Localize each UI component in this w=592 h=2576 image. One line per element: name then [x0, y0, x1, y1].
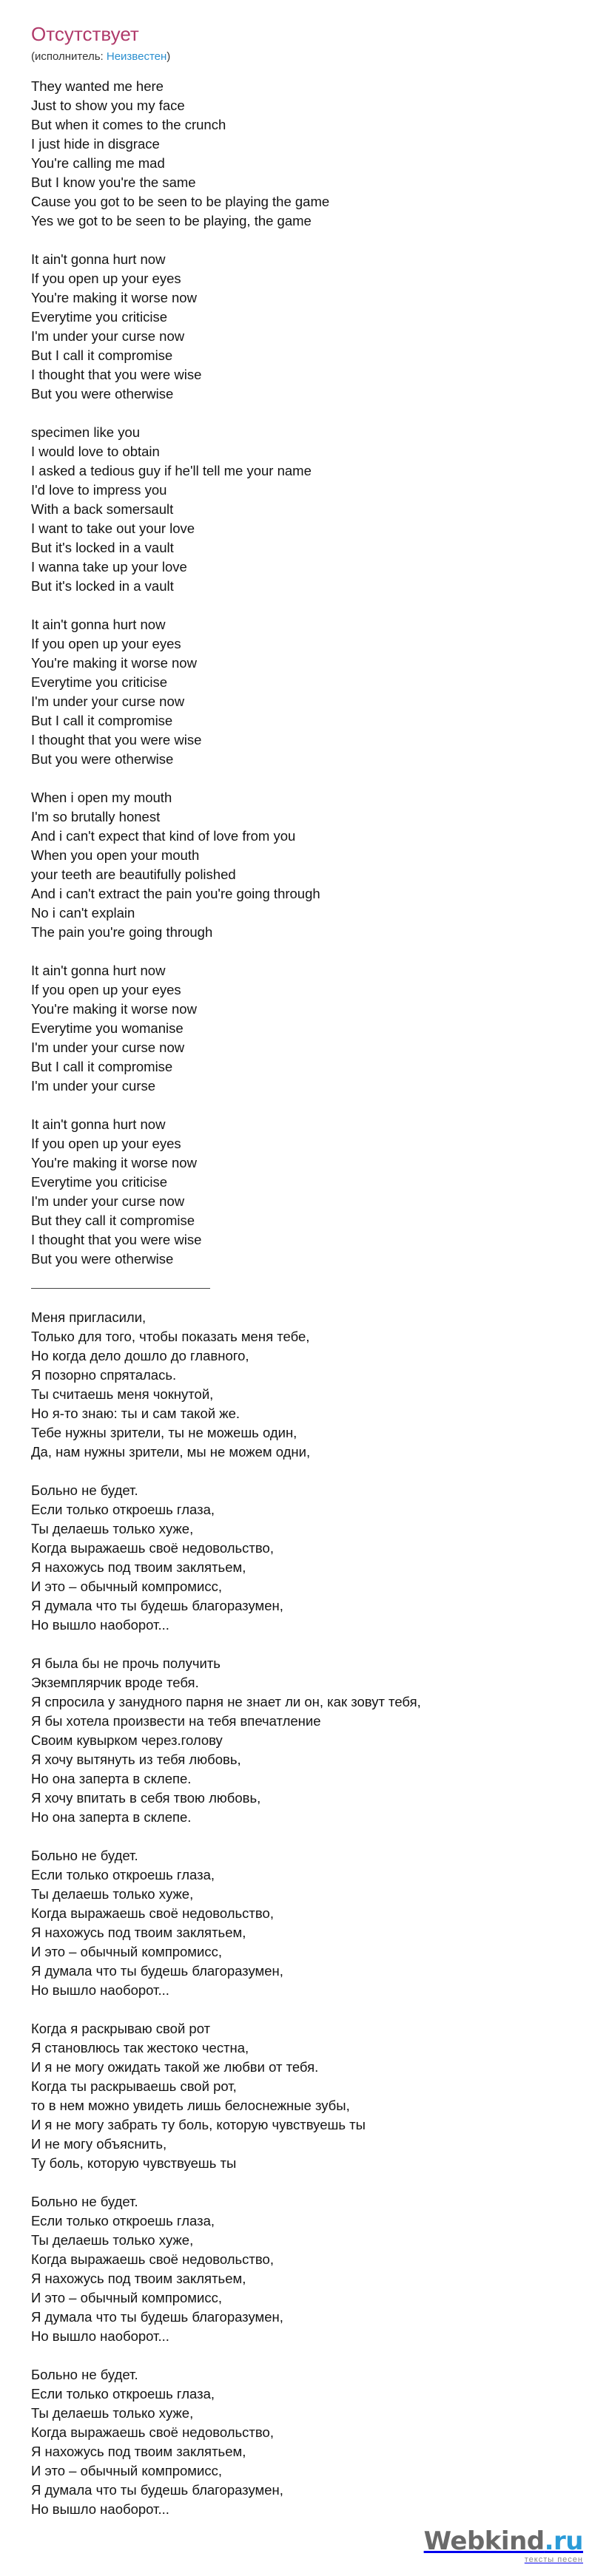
lyric-line: But I call it compromise [31, 1059, 173, 1074]
lyric-line: I thought that you were wise [31, 1232, 202, 1247]
lyric-line: И это – обычный компромисс, [31, 1944, 222, 1959]
lyric-line: Когда выражаешь своё недовольство, [31, 2251, 274, 2267]
lyric-line: I just hide in disgrace [31, 136, 160, 152]
lyric-line: И это – обычный компромисс, [31, 1579, 222, 1594]
lyric-line: I asked a tedious guy if he'll tell me your name [31, 463, 312, 478]
lyric-line: Больно не будет. [31, 2367, 138, 2382]
lyric-line: Но она заперта в склепе. [31, 1771, 192, 1786]
lyrics-translation [31, 1308, 564, 2519]
lyric-line: Но вышло наоборот... [31, 2328, 169, 2344]
lyric-line: I'm under your curse [31, 1078, 156, 1094]
lyric-line: And i can't extract the pain you're going through [31, 886, 320, 901]
lyrics-stanza [31, 1308, 564, 1462]
lyric-line: Ту боль, которую чувствуешь ты [31, 2155, 237, 2171]
lyric-line: If you open up your eyes [31, 271, 181, 286]
lyric-line: But I know you're the same [31, 174, 196, 190]
lyric-line: И я не могу ожидать такой же любви от тебя. [31, 2059, 319, 2075]
lyric-line: But you were otherwise [31, 1251, 174, 1267]
lyric-line: Когда ты раскрываешь свой рот, [31, 2078, 237, 2094]
lyrics-stanza [31, 615, 564, 769]
lyric-line: I'm under your curse now [31, 328, 185, 344]
lyric-line: your teeth are beautifully polished [31, 867, 236, 882]
lyrics-original [31, 77, 564, 1269]
lyric-line: Ты делаешь только хуже, [31, 2405, 194, 2421]
lyrics-body [31, 77, 564, 2538]
lyric-line: I would love to obtain [31, 444, 160, 459]
lyric-line: Ты делаешь только хуже, [31, 1886, 194, 1902]
lyric-line: I'm so brutally honest [31, 809, 161, 824]
artist-suffix: ) [166, 50, 171, 63]
lyric-line: But you were otherwise [31, 386, 174, 401]
lyric-line: Если только откроешь глаза, [31, 1502, 215, 1517]
lyric-line: It ain't gonna hurt now [31, 963, 166, 978]
lyric-line: Cause you got to be seen to be playing the game [31, 194, 330, 209]
lyric-line: Но вышло наоборот... [31, 2501, 169, 2517]
lyrics-stanza [31, 1654, 564, 1827]
site-logo[interactable] [424, 2527, 583, 2564]
lyric-line: Но вышло наоборот... [31, 1617, 169, 1633]
lyric-line: I'm under your curse now [31, 1193, 185, 1209]
lyric-line: Я хочу впитать в себя твою любовь, [31, 1790, 261, 1806]
lyric-line: I thought that you were wise [31, 367, 202, 382]
lyrics-stanza [31, 1481, 564, 1635]
lyric-line: Когда выражаешь своё недовольство, [31, 1905, 274, 1921]
lyric-line: Everytime you criticise [31, 674, 168, 690]
lyric-line: If you open up your eyes [31, 1136, 181, 1151]
lyric-line: Тебе нужны зрители, ты не можешь один, [31, 1425, 297, 1440]
lyric-line: Я позорно спряталась. [31, 1367, 177, 1383]
lyric-line: Когда я раскрываю свой рот [31, 2021, 211, 2036]
lyric-line: Но я-то знаю: ты и сам такой же. [31, 1406, 240, 1421]
lyric-line: Я нахожусь под твоим заклятьем, [31, 1559, 246, 1575]
lyric-line: But you were otherwise [31, 751, 174, 767]
lyric-line: Больно не будет. [31, 2194, 138, 2209]
lyric-line: И я не могу забрать ту боль, которую чувствуешь ты [31, 2117, 366, 2132]
lyric-line: If you open up your eyes [31, 982, 181, 997]
lyric-line: But I call it compromise [31, 348, 173, 363]
lyric-line: With a back somersault [31, 501, 174, 517]
lyric-line: But when it comes to the crunch [31, 117, 226, 132]
lyric-line: Меня пригласили, [31, 1309, 147, 1325]
lyric-line: Я бы хотела произвести на тебя впечатление [31, 1713, 321, 1729]
lyric-line: specimen like you [31, 424, 141, 440]
lyric-line: Если только откроешь глаза, [31, 2386, 215, 2402]
lyric-line: I'm under your curse now [31, 694, 185, 709]
lyric-line: They wanted me here [31, 78, 164, 94]
lyric-line: Я хочу вытянуть из тебя любовь, [31, 1752, 241, 1767]
lyric-line: Я думала что ты будешь благоразумен, [31, 2482, 283, 2498]
lyric-line: Когда выражаешь своё недовольство, [31, 2424, 274, 2440]
lyric-line: Я нахожусь под твоим заклятьем, [31, 1925, 246, 1940]
lyric-line: Но вышло наоборот... [31, 1982, 169, 1998]
lyric-line: Но она заперта в склепе. [31, 1809, 192, 1825]
lyric-line: Ты делаешь только хуже, [31, 2232, 194, 2248]
lyric-line: Но когда дело дошло до главного, [31, 1348, 249, 1363]
lyric-line: то в нем можно увидеть лишь белоснежные зубы, [31, 2098, 350, 2113]
lyric-line: Я думала что ты будешь благоразумен, [31, 1598, 283, 1613]
lyrics-stanza [31, 2192, 564, 2346]
lyric-line: Everytime you womanise [31, 1020, 184, 1036]
lyrics-stanza [31, 1846, 564, 2000]
lyric-line: You're making it worse now [31, 290, 197, 305]
lyrics-stanza [31, 77, 564, 231]
lyric-line: Больно не будет. [31, 1848, 138, 1863]
lyric-line: It ain't gonna hurt now [31, 1116, 166, 1132]
lyric-line: Я нахожусь под твоим заклятьем, [31, 2444, 246, 2459]
lyric-line: Ты считаешь меня чокнутой, [31, 1386, 214, 1402]
lyric-line: You're calling me mad [31, 155, 165, 171]
lyric-line: But it's locked in a vault [31, 540, 174, 555]
lyrics-stanza [31, 250, 564, 404]
lyric-line: The pain you're going through [31, 924, 213, 940]
lyric-line: Своим кувырком через.голову [31, 1732, 223, 1748]
logo-wordmark [424, 2527, 583, 2555]
lyric-line: Yes we got to be seen to be playing, the game [31, 213, 312, 228]
lyric-line: I'd love to impress you [31, 482, 167, 498]
lyric-line: Я становлюсь так жестоко честна, [31, 2040, 249, 2055]
lyrics-stanza [31, 2019, 564, 2173]
lyrics-stanza [31, 961, 564, 1096]
artist-prefix: (исполнитель: [31, 50, 107, 63]
lyrics-stanza [31, 423, 564, 596]
lyric-line: I thought that you were wise [31, 732, 202, 748]
lyric-line: When you open your mouth [31, 847, 200, 863]
lyric-line: I want to take out your love [31, 521, 195, 536]
lyric-line: It ain't gonna hurt now [31, 617, 166, 632]
lyric-line: Я думала что ты будешь благоразумен, [31, 2309, 283, 2325]
lyric-line: I wanna take up your love [31, 559, 187, 574]
artist-link[interactable]: Неизвестен [106, 50, 167, 63]
lyric-line: But I call it compromise [31, 713, 173, 728]
logo-tagline: тексты песен [524, 2555, 583, 2564]
lyric-line: Я думала что ты будешь благоразумен, [31, 1963, 283, 1979]
lyrics-stanza [31, 2365, 564, 2519]
logo-brand-main: Webkind [423, 2526, 545, 2556]
lyrics-stanza [31, 1115, 564, 1269]
lyric-line: Только для того, чтобы показать меня тебе, [31, 1329, 310, 1344]
lyric-line: Когда выражаешь своё недовольство, [31, 1540, 274, 1556]
lyric-line: Ты делаешь только хуже, [31, 1521, 194, 1536]
translation-divider [31, 1288, 210, 1289]
lyric-line: И это – обычный компромисс, [31, 2290, 222, 2305]
lyric-line: And i can't expect that kind of love from you [31, 828, 296, 844]
lyric-line: You're making it worse now [31, 655, 197, 671]
lyric-line: Я спросила у занудного парня не знает ли он, как зовут тебя, [31, 1694, 421, 1709]
lyrics-stanza [31, 788, 564, 942]
lyric-line: It ain't gonna hurt now [31, 251, 166, 267]
lyric-line: But it's locked in a vault [31, 578, 174, 594]
lyric-line: Я была бы не прочь получить [31, 1655, 221, 1671]
logo-brand-suffix: .ru [544, 2526, 583, 2556]
lyric-line: When i open my mouth [31, 790, 172, 805]
lyric-line: Everytime you criticise [31, 309, 168, 325]
lyric-line: Да, нам нужны зрители, мы не можем одни, [31, 1444, 311, 1460]
lyric-line: Everytime you criticise [31, 1174, 168, 1190]
song-title: Отсутствует [31, 23, 139, 45]
lyric-line: Если только откроешь глаза, [31, 1867, 215, 1882]
lyric-line: И не могу объяснить, [31, 2136, 167, 2152]
lyric-line: No i can't explain [31, 905, 135, 921]
lyric-line: И это – обычный компромисс, [31, 2463, 222, 2478]
lyric-line: Я нахожусь под твоим заклятьем, [31, 2271, 246, 2286]
lyric-line: You're making it worse now [31, 1001, 197, 1017]
lyric-line: Если только откроешь глаза, [31, 2213, 215, 2228]
lyric-line: But they call it compromise [31, 1213, 195, 1228]
lyric-line: You're making it worse now [31, 1155, 197, 1170]
artist-line [31, 50, 170, 64]
lyric-line: If you open up your eyes [31, 636, 181, 651]
lyric-line: Больно не будет. [31, 1482, 138, 1498]
lyric-line: Экземплярчик вроде тебя. [31, 1675, 199, 1690]
lyric-line: I'm under your curse now [31, 1040, 185, 1055]
lyric-line: Just to show you my face [31, 98, 185, 113]
